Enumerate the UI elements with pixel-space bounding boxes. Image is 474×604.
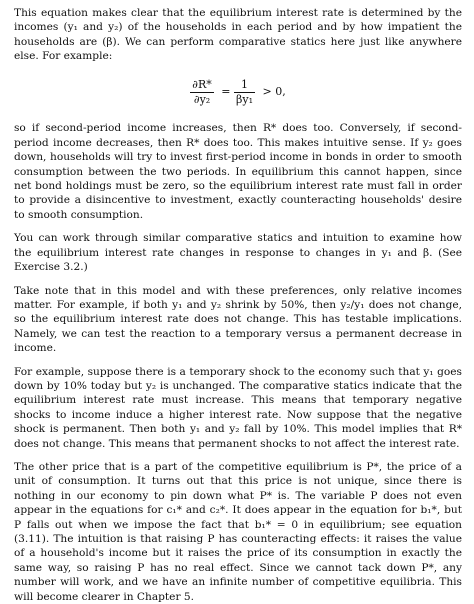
equation-rhs [234,78,255,108]
paragraph-price: The other price that is a part of the competitive equilibrium is P*, the price of a unit of consumption. It turns out that this price is not unique, since there is nothing in our economy to pin down what P* is. The variable P does not even appear in the equations for c₁* and c₂*. It does appear in the equation for b₁*, but P falls out when we impose the fact that b₁* = 0 in equilibrium; see equation (3.11). The intuition is that raising P has counteracting effects: it raises the value of a household's income but it raises the price of its consumption in exactly the same way, so raising P has no real effect. Since we cannot tack down P*, any number will work, and we have an infinite number of competitive equilibria. This will become clearer in Chapter 5. [14,460,462,603]
equals-sign: = [221,85,231,99]
rhs-numerator: 1 [234,78,255,93]
equation-derivative [14,78,462,108]
paragraph-exercise-note: You can work through similar comparative statics and intuition to examine how the equilibrium interest rate changes in response to changes in y₁ and β. (See Exercise 3.2.) [14,232,462,274]
paragraph-relative-incomes: Take note that in this model and with these preferences, only relative incomes matter. For example, if both y₁ and y₂ shrink by 50%, then y₂/y₁ does not change, so the equilibrium interest rate does not change. This has testable implications. Namely, we can test the reaction to a temporary versus a permanent decrease in income. [14,284,462,355]
paragraph-second-period: so if second-period income increases, then R* does too. Conversely, if second-period income decreases, then R* does too. This makes intuitive sense. If y₂ goes down, households will try to invest first-period income in bonds in order to smooth consumption between the two periods. In equilibrium this cannot happen, since net bond holdings must be zero, so the equilibrium interest rate must fall in order to provide a disincentive to investment, exactly counteracting households' desire to smooth consumption. [14,122,462,221]
paragraph-shocks: For example, suppose there is a temporary shock to the economy such that y₁ goes down by 10% today but y₂ is unchanged. The comparative statics indicate that the equilibrium interest rate must increase. This means that temporary negative shocks to income induce a higher interest rate. Now suppose that the negative shock is permanent. Then both y₁ and y₂ fall by 10%. This model implies that R* does not change. This means that permanent shocks to not affect the interest rate. [14,365,462,450]
document-page [14,6,462,604]
rhs-denominator: βy₁ [236,93,253,107]
lhs-denominator: ∂y₂ [193,93,211,107]
paragraph-intro: This equation makes clear that the equilibrium interest rate is determined by the incomes (y₁ and y₂) of the households in each period and by how impatient the households are (β). We can perform comparative statics here just like anywhere else. For example: [14,7,462,63]
equation-tail: > 0, [262,85,286,99]
lhs-numerator: ∂R* [190,78,213,93]
equation-lhs [190,78,213,108]
